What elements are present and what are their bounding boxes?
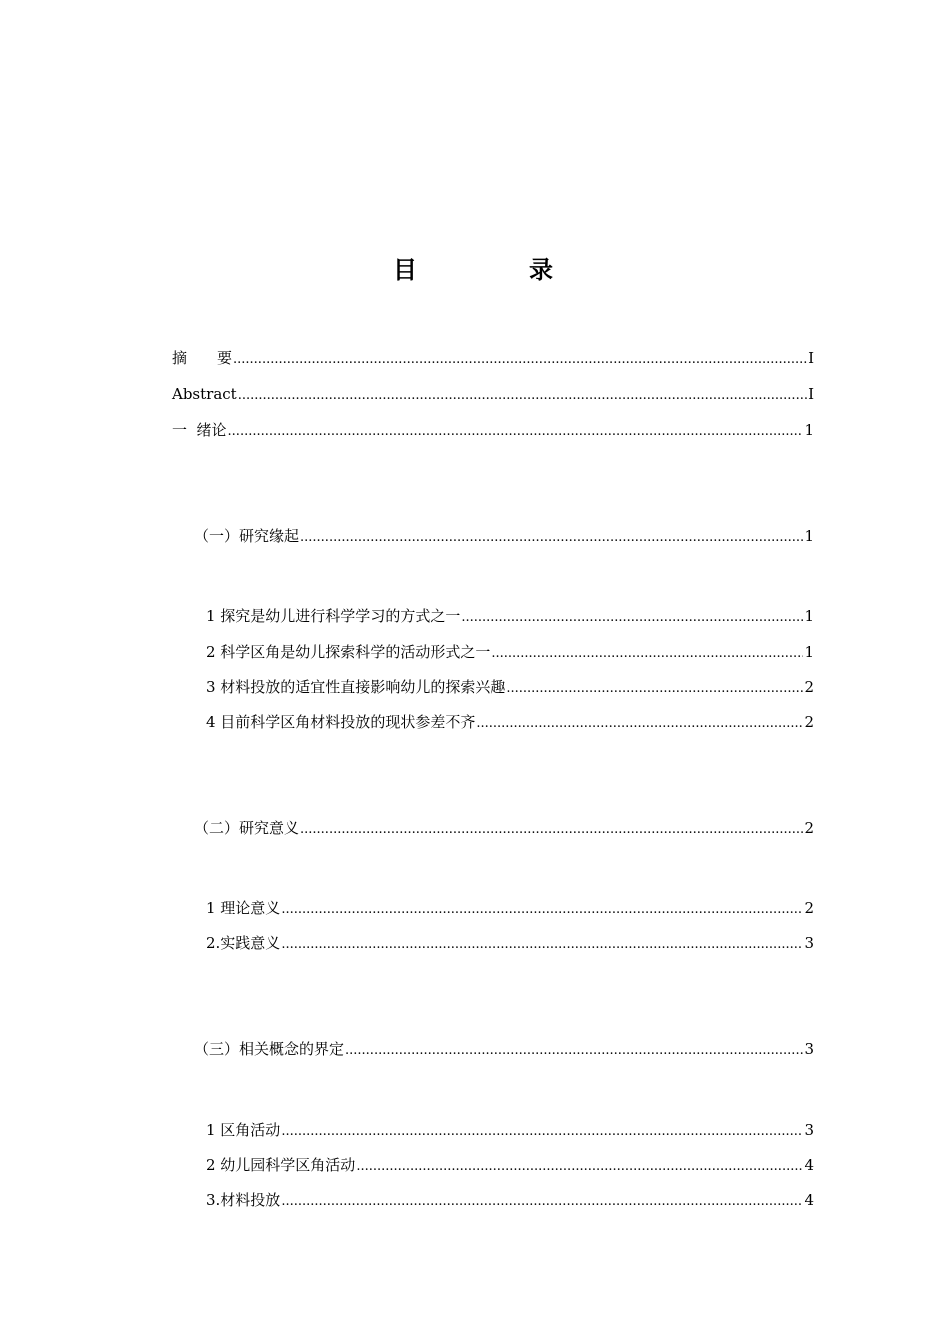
toc-entry-page: 1	[804, 421, 814, 439]
toc-leader-dots	[300, 526, 803, 550]
toc-entry-page: 1	[804, 527, 814, 545]
toc-entry-label: 4 目前科学区角材料投放的现状参差不齐	[206, 713, 476, 731]
toc-leader-dots	[233, 348, 807, 372]
toc-entry-page: 3	[804, 1040, 814, 1058]
toc-entry-page: 4	[804, 1156, 814, 1174]
toc-entry-label: 1 理论意义	[206, 899, 281, 917]
toc-entry-page: I	[808, 349, 814, 367]
toc-leader-dots	[281, 1190, 803, 1214]
toc-leader-dots	[300, 818, 803, 842]
toc-entry-label: Abstract	[172, 385, 237, 403]
toc-entry-page: I	[808, 385, 814, 403]
toc-leader-dots	[281, 933, 803, 957]
toc-leader-dots	[345, 1039, 803, 1063]
toc-entry-page: 4	[804, 1191, 814, 1209]
toc-entry-label: 3.材料投放	[206, 1191, 281, 1209]
toc-leader-dots	[228, 420, 804, 444]
toc-leader-dots	[506, 677, 803, 701]
toc-entry-page: 2	[804, 819, 814, 837]
toc-entry-label: 2 幼儿园科学区角活动	[206, 1156, 356, 1174]
toc-leader-dots	[356, 1155, 803, 1179]
toc-entry-page: 1	[804, 607, 814, 625]
toc-entry-section-1[interactable]	[194, 524, 814, 548]
toc-entry-label: 2 科学区角是幼儿探索科学的活动形式之一	[206, 643, 491, 661]
toc-entry-page: 2	[804, 678, 814, 696]
toc-entry-label: （三）相关概念的界定	[194, 1040, 345, 1058]
toc-leader-dots	[491, 642, 803, 666]
toc-entry-label: 1 区角活动	[206, 1121, 281, 1139]
toc-entry-subsection[interactable]	[206, 1118, 814, 1142]
toc-entry-label: 摘 要	[172, 349, 233, 367]
toc-leader-dots	[461, 606, 803, 630]
toc-entry-label: （一）研究缘起	[194, 527, 300, 545]
toc-entry-subsection[interactable]	[206, 675, 814, 699]
toc-entry-subsection[interactable]	[206, 931, 814, 955]
toc-entry-page: 2	[804, 713, 814, 731]
toc-entry-page: 1	[804, 643, 814, 661]
toc-entry-subsection[interactable]	[206, 710, 814, 734]
toc-entry-section-3[interactable]	[194, 1037, 814, 1061]
toc-entry-label: 1 探究是幼儿进行科学学习的方式之一	[206, 607, 461, 625]
toc-entry-abstract-en[interactable]	[172, 382, 814, 406]
toc-entry-label: 3 材料投放的适宜性直接影响幼儿的探索兴趣	[206, 678, 506, 696]
toc-entry-subsection[interactable]	[206, 1188, 814, 1212]
toc-entry-subsection[interactable]	[206, 604, 814, 628]
toc-leader-dots	[238, 384, 807, 408]
toc-entry-abstract-cn[interactable]	[172, 346, 814, 370]
toc-entry-subsection[interactable]	[206, 896, 814, 920]
toc-entry-page: 3	[804, 1121, 814, 1139]
toc-title: 目 录	[393, 256, 597, 284]
toc-entry-subsection[interactable]	[206, 640, 814, 664]
toc-leader-dots	[476, 712, 803, 736]
toc-entry-page: 2	[804, 899, 814, 917]
toc-entry-page: 3	[804, 934, 814, 952]
toc-entry-chapter-1[interactable]	[172, 418, 814, 442]
toc-entry-label: （二）研究意义	[194, 819, 300, 837]
toc-entry-subsection[interactable]	[206, 1153, 814, 1177]
toc-entry-label: 一 绪论	[172, 421, 227, 439]
toc-leader-dots	[281, 1120, 803, 1144]
toc-entry-section-2[interactable]	[194, 816, 814, 840]
toc-entry-label: 2.实践意义	[206, 934, 281, 952]
toc-leader-dots	[281, 898, 803, 922]
